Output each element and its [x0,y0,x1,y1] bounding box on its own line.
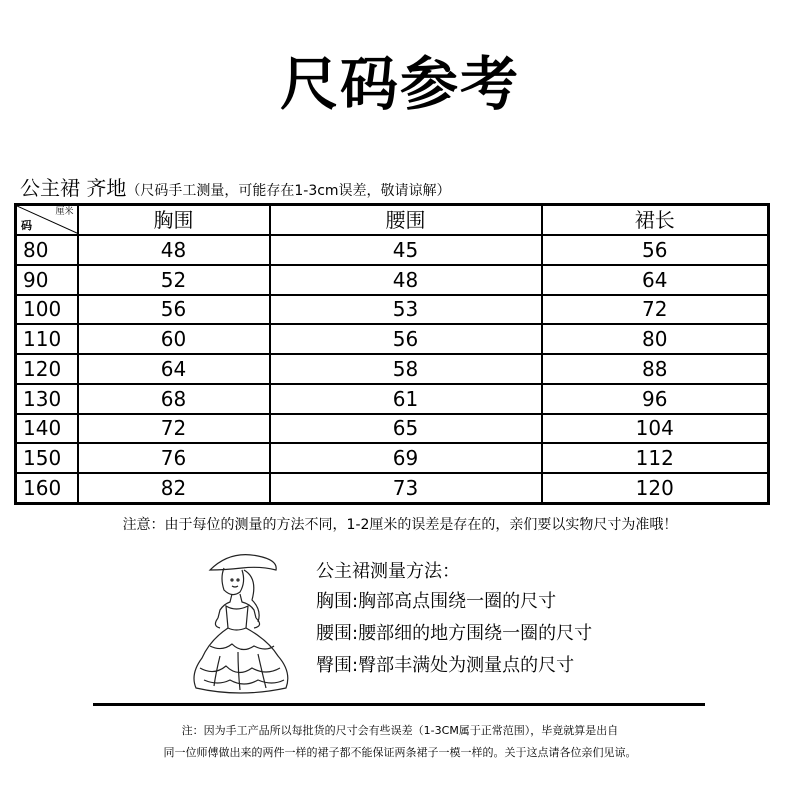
size-cell: 80 [16,235,78,265]
size-cell: 100 [16,295,78,325]
guide-hip: 臀围:臀部丰满处为测量点的尺寸 [316,655,575,676]
chest-cell: 60 [78,324,270,354]
length-cell: 96 [542,384,769,414]
header-length: 裙长 [542,205,769,236]
waist-cell: 56 [270,324,542,354]
guide-chest: 胸围:胸部高点围绕一圈的尺寸 [316,591,557,612]
corner-cell [16,205,78,236]
header-waist: 腰围 [270,205,542,236]
waist-cell: 45 [270,235,542,265]
length-cell: 64 [542,265,769,295]
guide-waist: 腰围:腰部细的地方围绕一圈的尺寸 [316,623,593,644]
page-title: 尺码参考 [279,50,520,118]
size-cell: 150 [16,443,78,473]
waist-cell: 61 [270,384,542,414]
length-cell: 120 [542,473,769,503]
length-cell: 104 [542,414,769,444]
size-cell: 90 [16,265,78,295]
table-row [16,473,769,503]
chest-cell: 56 [78,295,270,325]
waist-cell: 69 [270,443,542,473]
chest-cell: 64 [78,354,270,384]
size-cell: 120 [16,354,78,384]
length-cell: 80 [542,324,769,354]
length-cell: 56 [542,235,769,265]
size-cell: 110 [16,324,78,354]
waist-cell: 65 [270,414,542,444]
length-cell: 72 [542,295,769,325]
size-cell: 140 [16,414,78,444]
measurement-guide [316,556,592,682]
table-row [16,235,769,265]
table-row [16,295,769,325]
size-cell: 160 [16,473,78,503]
table-header-row [16,205,769,236]
table-caption [20,172,451,201]
waist-cell: 48 [270,265,542,295]
table-row [16,324,769,354]
princess-illustration [180,548,300,698]
chest-cell: 52 [78,265,270,295]
table-row [16,354,769,384]
table-row [16,384,769,414]
size-chart-table [14,203,770,505]
length-cell: 88 [542,354,769,384]
divider-line [93,703,705,706]
table-row [16,265,769,295]
chest-cell: 48 [78,235,270,265]
notice-text: 注意：由于每位的测量的方法不同，1-2厘米的误差是存在的，亲们要以实物尺寸为准哦！ [122,517,678,533]
chest-cell: 82 [78,473,270,503]
footer-note [0,720,800,764]
waist-cell: 73 [270,473,542,503]
chest-cell: 76 [78,443,270,473]
chest-cell: 68 [78,384,270,414]
table-row [16,443,769,473]
guide-title: 公主裙测量方法： [316,561,460,582]
chest-cell: 72 [78,414,270,444]
footer-line-2: 同一位师傅做出来的两件一样的裙子都不能保证两条裙子一模一样的。关于这点请各位亲们见谅。 [163,746,637,759]
size-cell: 130 [16,384,78,414]
corner-unit-label: 厘米 [55,207,74,217]
measurement-note: （尺码手工测量，可能存在1-3cm误差，敬请谅解） [126,183,451,199]
waist-cell: 53 [270,295,542,325]
waist-cell: 58 [270,354,542,384]
footer-line-1: 注：因为手工产品所以每批货的尺寸会有些误差（1-3CM属于正常范围），毕竟就算是出自 [181,724,619,737]
header-chest: 胸围 [78,205,270,236]
corner-size-label: 码 [21,219,32,232]
length-cell: 112 [542,443,769,473]
table-row [16,414,769,444]
product-name: 公主裙 齐地 [20,176,127,200]
